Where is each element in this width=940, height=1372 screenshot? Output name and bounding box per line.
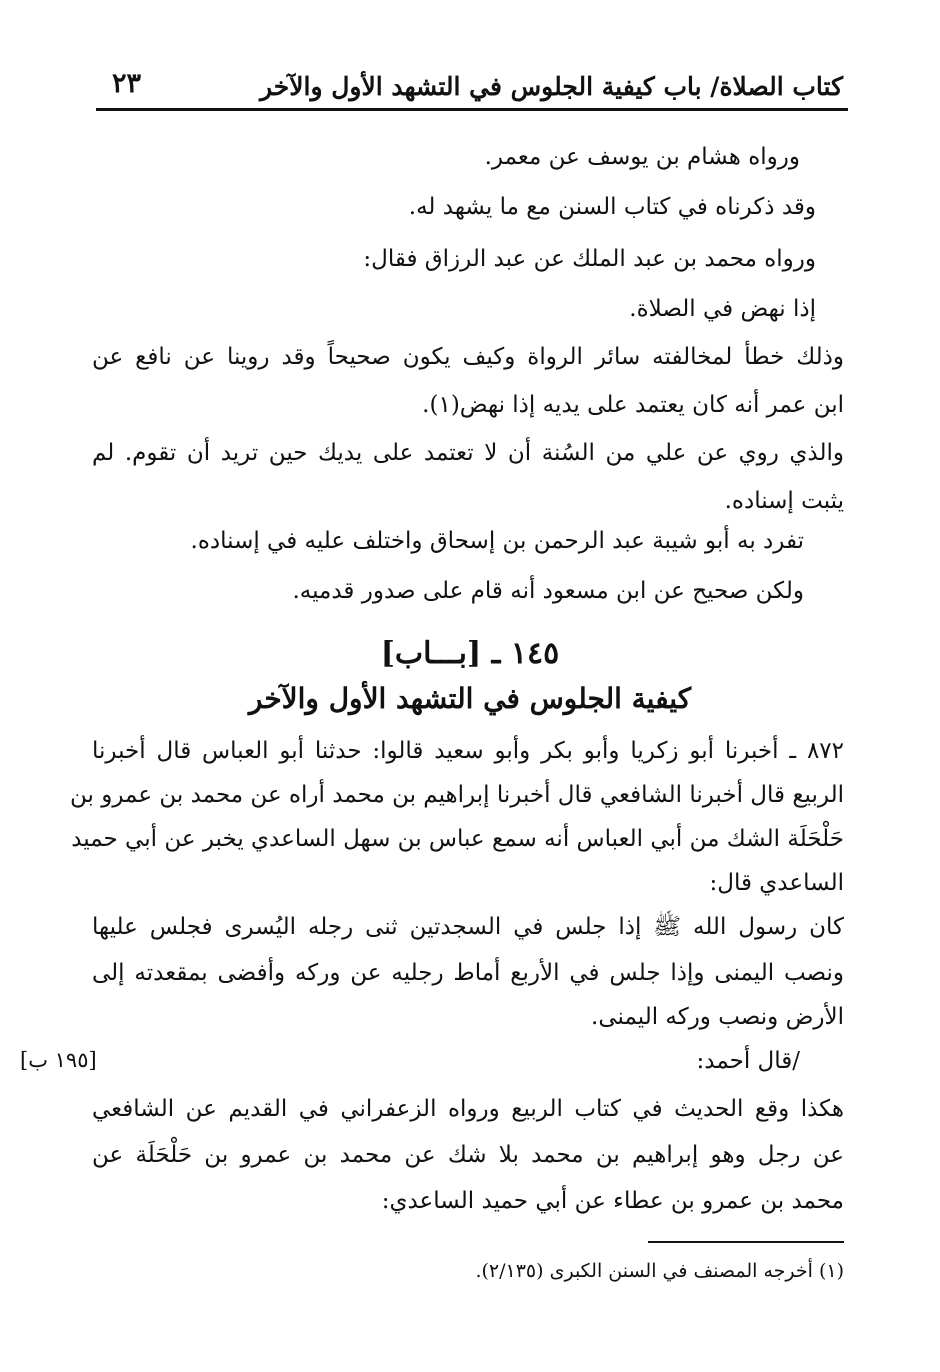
text-line: يثبت إسناده. — [724, 488, 844, 514]
text-line: محمد بن عمرو بن عطاء عن أبي حميد الساعدي: — [381, 1188, 844, 1214]
text-line: ورواه هشام بن يوسف عن معمر. — [484, 144, 800, 170]
text-line: هكذا وقع الحديث في كتاب الربيع ورواه الزعفراني في القديم عن الشافعي — [92, 1096, 844, 1122]
footnote: (١) أخرجه المصنف في السنن الكبرى (٢/١٣٥). — [475, 1260, 844, 1282]
text-line: وقد ذكرناه في كتاب السنن مع ما يشهد له. — [408, 194, 816, 220]
chapter-number: ١٤٥ ـ [بـــاب] — [380, 636, 560, 671]
text-line: ورواه محمد بن عبد الملك عن عبد الرزاق فقال: — [363, 246, 816, 272]
header-rule — [96, 108, 848, 111]
text-line: ونصب اليمنى وإذا جلس في الأربع أماط رجليه عن وركه وأفضى بمقعدته إلى — [92, 960, 844, 986]
text-line: كان رسول الله ﷺ إذا جلس في السجدتين ثنى رجله اليُسرى فجلس عليها — [92, 914, 844, 940]
text-line: ٨٧٢ ـ أخبرنا أبو زكريا وأبو بكر وأبو سعيد قالوا: حدثنا أبو العباس قال أخبرنا — [92, 738, 844, 764]
text-line: /قال أحمد: — [696, 1048, 800, 1074]
text-line: حَلْحَلَة الشك من أبي العباس أنه سمع عباس بن سهل الساعدي يخبر عن أبي حميد — [71, 826, 844, 852]
text-line: إذا نهض في الصلاة. — [629, 296, 816, 322]
text-line: الساعدي قال: — [709, 870, 844, 896]
text-line: وذلك خطأ لمخالفته سائر الرواة وكيف يكون صحيحاً وقد روينا عن نافع عن — [92, 344, 844, 370]
text-line: ابن عمر أنه كان يعتمد على يديه إذا نهض(١). — [422, 392, 844, 418]
running-header-title: كتاب الصلاة/ باب كيفية الجلوس في التشهد الأول والآخر — [260, 72, 843, 101]
folio-marker: [١٩٥ ب] — [20, 1048, 97, 1072]
text-line: تفرد به أبو شيبة عبد الرحمن بن إسحاق واختلف عليه في إسناده. — [190, 528, 804, 554]
text-line: الأرض ونصب وركه اليمنى. — [591, 1004, 844, 1030]
text-line: الربيع قال أخبرنا الشافعي قال أخبرنا إبراهيم بن محمد أراه عن محمد بن عمرو بن — [70, 782, 844, 808]
text-line: عن رجل وهو إبراهيم بن محمد بلا شك عن محمد بن عمرو بن حَلْحَلَة عن — [92, 1142, 844, 1168]
page-number: ٢٣ — [112, 68, 142, 99]
footnote-rule — [648, 1241, 844, 1243]
text-line: ولكن صحيح عن ابن مسعود أنه قام على صدور قدميه. — [292, 578, 804, 604]
text-line: والذي روي عن علي من السُنة أن لا تعتمد على يديك حين تريد أن تقوم. لم — [92, 440, 844, 466]
chapter-title: كيفية الجلوس في التشهد الأول والآخر — [248, 682, 692, 715]
